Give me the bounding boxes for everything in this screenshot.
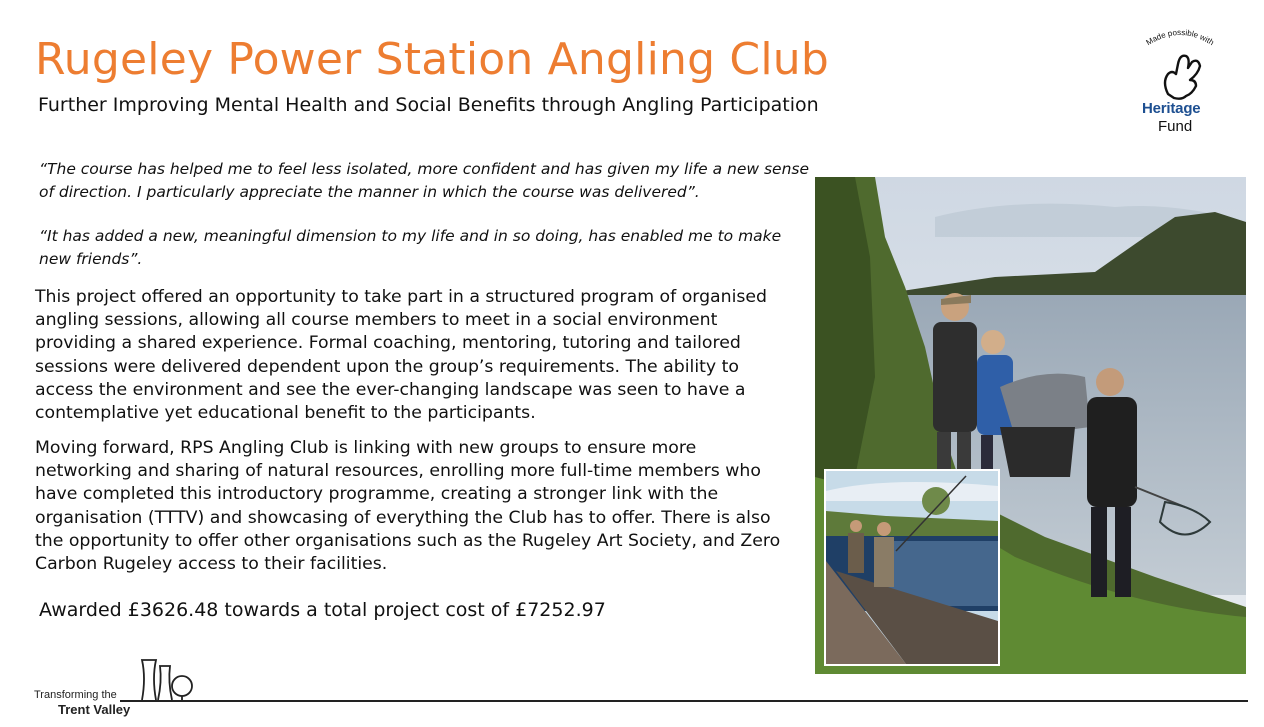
tttv-logo-line2: Trent Valley xyxy=(58,702,131,717)
tttv-logo xyxy=(30,656,205,718)
footer-divider xyxy=(120,700,1248,702)
slide-title: Rugeley Power Station Angling Club xyxy=(35,34,829,85)
svg-text:Made possible with: Made possible with xyxy=(1144,27,1216,48)
testimonial-quote-2: “It has added a new, meaningful dimension to my life and in so doing, has enabled me to make new friends”. xyxy=(39,227,782,268)
heritage-fund-logo xyxy=(1132,24,1228,136)
fund-logo-text: Fund xyxy=(1158,118,1193,135)
project-description-paragraph: This project offered an opportunity to take part in a structured program of organised angling sessions, allowing all course members to meet in a social environment providing a shared experience. Formal coaching, mentoring, tutoring and tailored sessions were delivered dependent upon the group’s requirements. The ability to access the environment and see the ever-changing landscape was seen to have a contemplative yet educational benefit to the participants. xyxy=(35,287,767,424)
slide-subtitle: Further Improving Mental Health and Social Benefits through Angling Participation xyxy=(38,94,819,116)
tttv-logo-line1: Transforming the xyxy=(34,689,117,701)
angler-jetty-photo xyxy=(824,469,1000,666)
heritage-logo-text: Heritage xyxy=(1142,100,1201,117)
moving-forward-paragraph: Moving forward, RPS Angling Club is linking with new groups to ensure more networking and sharing of natural resources, enrolling more full-time members who have completed this introductory programme, creating a stronger link with the organisation (TTTV) and showcasing of everything the Club has to offer. There is also the opportunity to offer other organisations such as the Rugeley Art Society, and Zero Carbon Rugeley access to their facilities. xyxy=(35,438,781,575)
testimonial-quote-1: “The course has helped me to feel less isolated, more confident and has given my life a new sense of direction. I particularly appreciate the manner in which the course was delivered”. xyxy=(39,160,810,201)
award-amount: Awarded £3626.48 towards a total project cost of £7252.97 xyxy=(39,599,606,621)
